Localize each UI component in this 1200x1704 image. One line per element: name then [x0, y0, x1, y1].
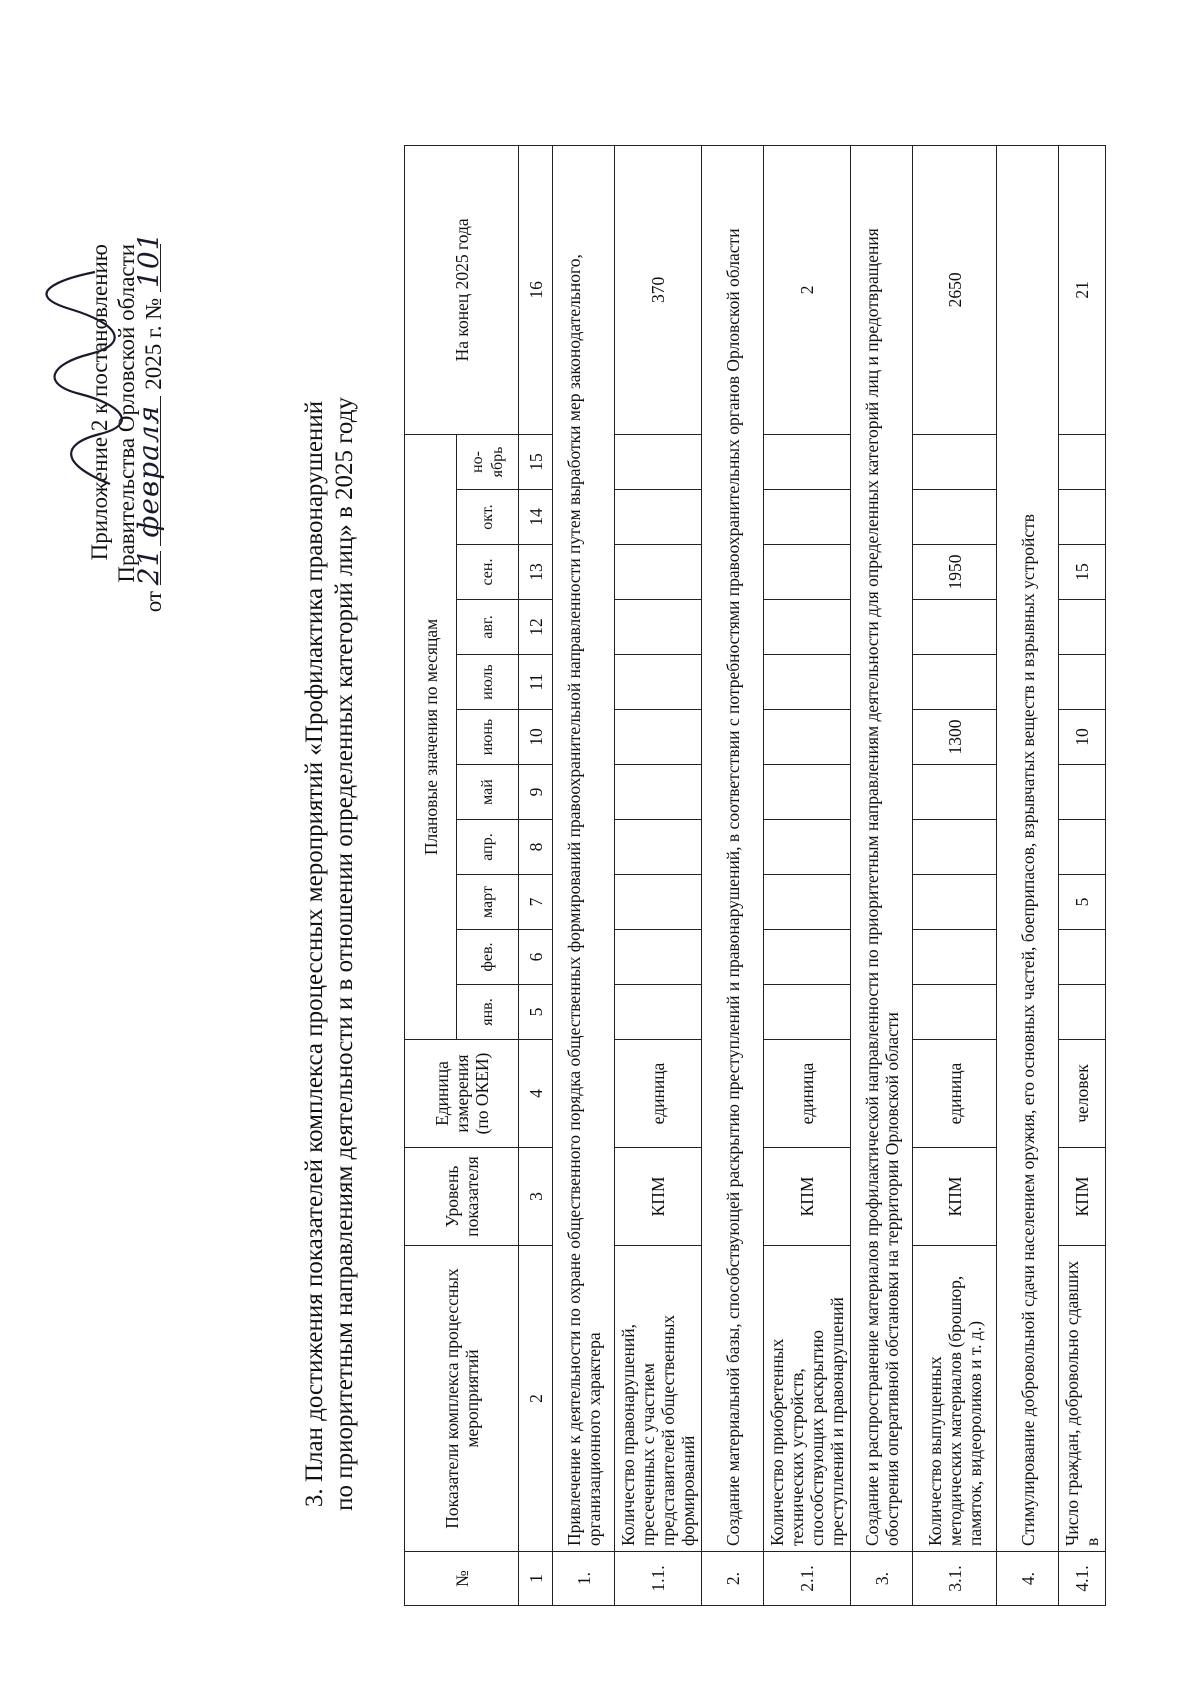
month-value: [615, 490, 702, 545]
row-number: 3.: [851, 1552, 913, 1606]
column-number-row: [519, 145, 553, 1605]
indicator-level: КПМ: [1059, 1148, 1106, 1246]
date-month-field: [132, 396, 165, 546]
appendix-line-2: Правительства Орловской области: [114, 244, 139, 583]
header-month: июнь: [457, 710, 519, 765]
month-value: [615, 434, 702, 489]
month-value: [913, 655, 997, 710]
month-value: [913, 985, 997, 1040]
indicator-level: КПМ: [615, 1148, 702, 1246]
month-value: [1059, 490, 1106, 545]
date-day-handwritten: 21: [132, 547, 165, 586]
section-row: [997, 145, 1059, 1605]
row-number: 2.: [702, 1552, 764, 1606]
row-number: 4.1.: [1059, 1552, 1106, 1606]
column-number: 12: [519, 600, 553, 655]
column-number: 16: [519, 145, 553, 434]
column-number: 10: [519, 710, 553, 765]
header-month: но-ябрь: [457, 434, 519, 489]
row-number: 2.1.: [764, 1552, 851, 1606]
table-row: [1059, 145, 1106, 1605]
title-line-2: по приоритетным направлениям деятельности и в отношении определенных категорий лиц» в 2025 году: [331, 397, 358, 1511]
end-of-year-value: 370: [615, 145, 702, 434]
section-title: Создание и распространение материалов профилактической направленности по приоритетным направлениям деятельности для определенных категорий лиц и предотвращения обострения оперативной обстановки на территории Орловской области: [851, 145, 913, 1551]
column-number: 7: [519, 875, 553, 930]
month-value: [764, 434, 851, 489]
header-month: фев.: [457, 930, 519, 985]
month-value: [913, 434, 997, 489]
appendix-date-line: [132, 231, 167, 684]
month-value: [764, 710, 851, 765]
month-value: 10: [1059, 710, 1106, 765]
plan-table-body: [553, 145, 1106, 1605]
month-value: [764, 985, 851, 1040]
month-value: 5: [1059, 875, 1106, 930]
table-row: [615, 145, 702, 1605]
title-line-1: 3. План достижения показателей комплекса процессных мероприятий «Профилактика правонарушений: [301, 400, 328, 1508]
indicator-unit: человек: [1059, 1040, 1106, 1148]
indicator-name: Количество выпущенных методических материалов (брошюр, памяток, видеороликов и т. д.): [913, 1246, 997, 1552]
document-title: [300, 364, 360, 1544]
date-year-label: 2025 г. №: [141, 297, 166, 390]
month-value: [913, 875, 997, 930]
indicator-name: Количество приобретенных технических устройств, способствующих раскрытию преступлений и правонарушений: [764, 1246, 851, 1552]
column-number: 15: [519, 434, 553, 489]
month-value: [913, 930, 997, 985]
indicator-unit: единица: [615, 1040, 702, 1148]
month-value: [764, 545, 851, 600]
table-row: [764, 145, 851, 1605]
month-value: [1059, 655, 1106, 710]
header-month: июль: [457, 655, 519, 710]
indicator-unit: единица: [764, 1040, 851, 1148]
month-value: [764, 490, 851, 545]
header-plan-group: Плановые значения по месяцам: [405, 434, 457, 1039]
header-end-of-year: На конец 2025 года: [405, 145, 519, 434]
month-value: [615, 600, 702, 655]
appendix-line-1: Приложение 2 к постановлению: [87, 244, 112, 561]
month-value: [1059, 930, 1106, 985]
column-number: 3: [519, 1148, 553, 1246]
month-value: [913, 600, 997, 655]
plan-table: [404, 145, 1106, 1606]
column-number: 14: [519, 490, 553, 545]
month-value: 1300: [913, 710, 997, 765]
section-title: Стимулирование добровольной сдачи населением оружия, его основных частей, боеприпасов, взрывчатых веществ и взрывных устройств: [997, 145, 1059, 1551]
column-number: 13: [519, 545, 553, 600]
end-of-year-value: 21: [1059, 145, 1106, 434]
header-month: май: [457, 765, 519, 820]
month-value: [913, 765, 997, 820]
section-title: Привлечение к деятельности по охране общественного порядка общественных формирований правоохранительной направленности путем выработки мер законодательного, организационного характера: [553, 145, 615, 1551]
month-value: [615, 930, 702, 985]
month-value: [1059, 434, 1106, 489]
month-value: 15: [1059, 545, 1106, 600]
month-value: [615, 545, 702, 600]
month-value: [615, 765, 702, 820]
indicator-level: КПМ: [764, 1148, 851, 1246]
header-month: март: [457, 875, 519, 930]
header-month: сен.: [457, 545, 519, 600]
month-value: [764, 875, 851, 930]
row-number: 1.: [553, 1552, 615, 1606]
section-row: [553, 145, 615, 1605]
date-month-handwritten: февраля: [132, 404, 165, 538]
header-no: №: [405, 1552, 519, 1606]
doc-number-field: [132, 231, 165, 292]
indicator-name: Число граждан, добровольно сдавших в: [1059, 1246, 1106, 1552]
month-value: [615, 875, 702, 930]
handwriting-scribble-icon: [40, 264, 130, 494]
date-day-field: [132, 547, 165, 586]
month-value: [764, 765, 851, 820]
section-row: [702, 145, 764, 1605]
column-number: 11: [519, 655, 553, 710]
month-value: [615, 655, 702, 710]
month-value: [1059, 600, 1106, 655]
table-row: [913, 145, 997, 1605]
month-value: [1059, 985, 1106, 1040]
doc-number-handwritten: 101: [132, 231, 165, 288]
month-value: [913, 490, 997, 545]
month-value: 1950: [913, 545, 997, 600]
header-month: окт.: [457, 490, 519, 545]
end-of-year-value: 2: [764, 145, 851, 434]
section-title: Создание материальной базы, способствующей раскрытию преступлений и правонарушений, в соответствии с потребностями правоохранительных органов Орловской области: [702, 145, 764, 1551]
indicator-unit: единица: [913, 1040, 997, 1148]
month-value: [764, 820, 851, 875]
month-value: [913, 820, 997, 875]
row-number: 1.1.: [615, 1552, 702, 1606]
month-value: [764, 930, 851, 985]
header-level: Уровень показателя: [405, 1148, 519, 1246]
month-value: [1059, 820, 1106, 875]
header-unit: Единица измерения (по ОКЕИ): [405, 1040, 519, 1148]
month-value: [615, 985, 702, 1040]
month-value: [615, 710, 702, 765]
column-number: 8: [519, 820, 553, 875]
header-month: янв.: [457, 985, 519, 1040]
row-number: 3.1.: [913, 1552, 997, 1606]
column-number: 6: [519, 930, 553, 985]
column-number: 2: [519, 1246, 553, 1552]
column-number: 1: [519, 1552, 553, 1606]
column-number: 4: [519, 1040, 553, 1148]
header-month: авг.: [457, 600, 519, 655]
section-row: [851, 145, 913, 1605]
indicator-level: КПМ: [913, 1148, 997, 1246]
indicator-name: Количество правонарушений, пресеченных с участием представителей общественных формирований: [615, 1246, 702, 1552]
header-month: апр.: [457, 820, 519, 875]
date-prefix: от: [141, 591, 166, 613]
month-value: [764, 600, 851, 655]
header-indicators: Показатели комплекса процессных мероприятий: [405, 1246, 519, 1552]
column-number: 5: [519, 985, 553, 1040]
column-number: 9: [519, 765, 553, 820]
month-value: [615, 820, 702, 875]
month-value: [1059, 765, 1106, 820]
end-of-year-value: 2650: [913, 145, 997, 434]
month-value: [764, 655, 851, 710]
row-number: 4.: [997, 1552, 1059, 1606]
